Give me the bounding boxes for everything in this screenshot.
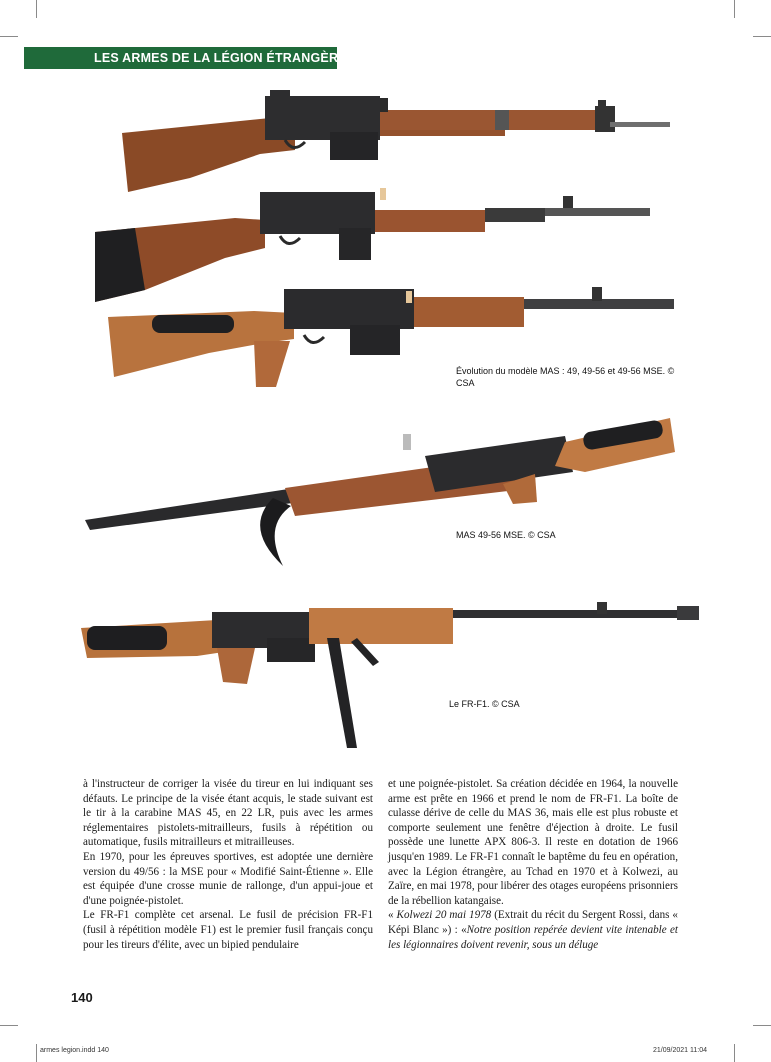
rifle-photo-frf1: [77, 598, 702, 753]
caption-frf1: Le FR-F1. © CSA: [449, 699, 520, 709]
slug-date: 21/09/2021 11:04: [653, 1047, 707, 1054]
body-paragraph: et une poignée-pistolet. Sa création décidée en 1964, la nouvelle arme est prête en 1966 et prend le nom de FR-F1. La boîte de culasse dérive de celle du MAS 36, mais elle est plus robuste et comporte seulement une fenêtre d'éjection à droite. Le fusil possède une lunette APX 806-3. Il reste en dotation de 1966 jusqu'en 1989. Le FR-F1 connaît le baptême du feu en opération, avec la Légion étrangère, au Tchad en 1970 et à Kolwezi, au Zaïre, en mai 1978, pour libérer des otages européens prisonniers de la rébellion katangaise.: [388, 778, 678, 907]
crop-mark: [734, 0, 735, 18]
crop-mark: [753, 1025, 771, 1026]
crop-mark: [753, 36, 771, 37]
body-column-left: [83, 777, 373, 952]
caption-mas-mse: MAS 49-56 MSE. © CSA: [456, 530, 556, 540]
section-header: [24, 47, 347, 69]
crop-mark: [0, 1025, 18, 1026]
page-number: 140: [71, 990, 93, 1005]
body-paragraph: En 1970, pour les épreuves sportives, est adoptée une dernière version du 49/56 : la MSE pour « Modifié Saint-Étienne ». Elle est équipée d'une crosse munie de rallonge, d'un appui-joue et d'une poignée-pistolet.: [83, 850, 373, 907]
slug-file: armes legion.indd 140: [40, 1047, 109, 1054]
quote-source: (Extrait du récit du Sergent Rossi, dans « Képi Blanc ») : «: [388, 909, 678, 936]
rifle-photo-mas4956mse-angled: [85, 412, 680, 577]
crop-mark: [734, 1044, 735, 1062]
quote-open: «: [388, 909, 397, 922]
body-paragraph: à l'instructeur de corriger la visée du tireur en lui indiquant ses défauts. Le principe de la visée étant acquis, le stade suivant est le tir à la carabine MAS 45, en 22 LR, puis avec les armes réglementaires pistolets-mitrailleurs, fusils à répétition ou automatique, fusils mitrailleurs et mitrailleuses.: [83, 778, 373, 849]
quote-place-date: Kolwezi 20 mai 1978: [396, 909, 492, 922]
body-paragraph: Le FR-F1 complète cet arsenal. Le fusil de précision FR-F1 (fusil à répétition modèle F1) est le premier fusil français conçu pour les tireurs d'élite, avec un bipied pendulaire: [83, 909, 373, 951]
body-column-right: [388, 777, 678, 952]
caption-mas-evolution: Évolution du modèle MAS : 49, 49-56 et 49-56 MSE. © CSA: [456, 366, 675, 388]
crop-mark: [36, 0, 37, 18]
rifle-photo-mas49: [110, 88, 680, 198]
section-title: LES ARMES DE LA LÉGION ÉTRANGÈRE: [94, 51, 347, 65]
quote-paragraph: [388, 908, 678, 952]
quote-text: Notre position repérée devient vite intenable et les légionnaires doivent revenir, sous un déluge: [388, 923, 678, 951]
crop-mark: [36, 1044, 37, 1062]
crop-mark: [0, 36, 18, 37]
